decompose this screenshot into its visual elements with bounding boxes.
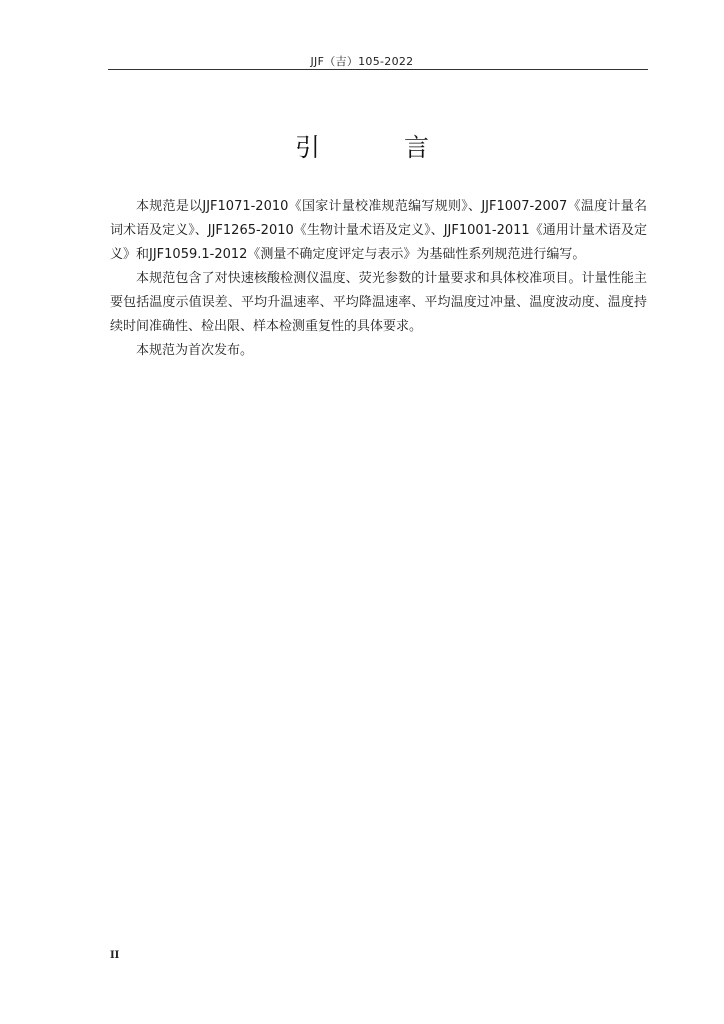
page-number: II [110,950,120,961]
standard-code-header: JJF（吉）105-2022 [310,55,414,68]
paragraph-scope: 本规范包含了对快速核酸检测仪温度、荧光参数的计量要求和具体校准项目。计量性能主要包括温度示值误差、平均升温速率、平均降温速率、平均温度过冲量、温度波动度、温度持续时间准确性、检出限、样本检测重复性的具体要求。 [110,271,647,334]
page-title: 引 言 [295,133,467,162]
paragraph-basis: 本规范是以JJF1071-2010《国家计量校准规范编写规则》、JJF1007-2007《温度计量名词术语及定义》、JJF1265-2010《生物计量术语及定义》、JJF1001-2011《通用计量术语及定义》和JJF1059.1-2012《测量不确定度评定与表示》为基础性系列规范进行编写。 [110,199,647,262]
header-divider [108,69,648,70]
body-text [110,195,647,363]
paragraph-release: 本规范为首次发布。 [136,343,254,358]
